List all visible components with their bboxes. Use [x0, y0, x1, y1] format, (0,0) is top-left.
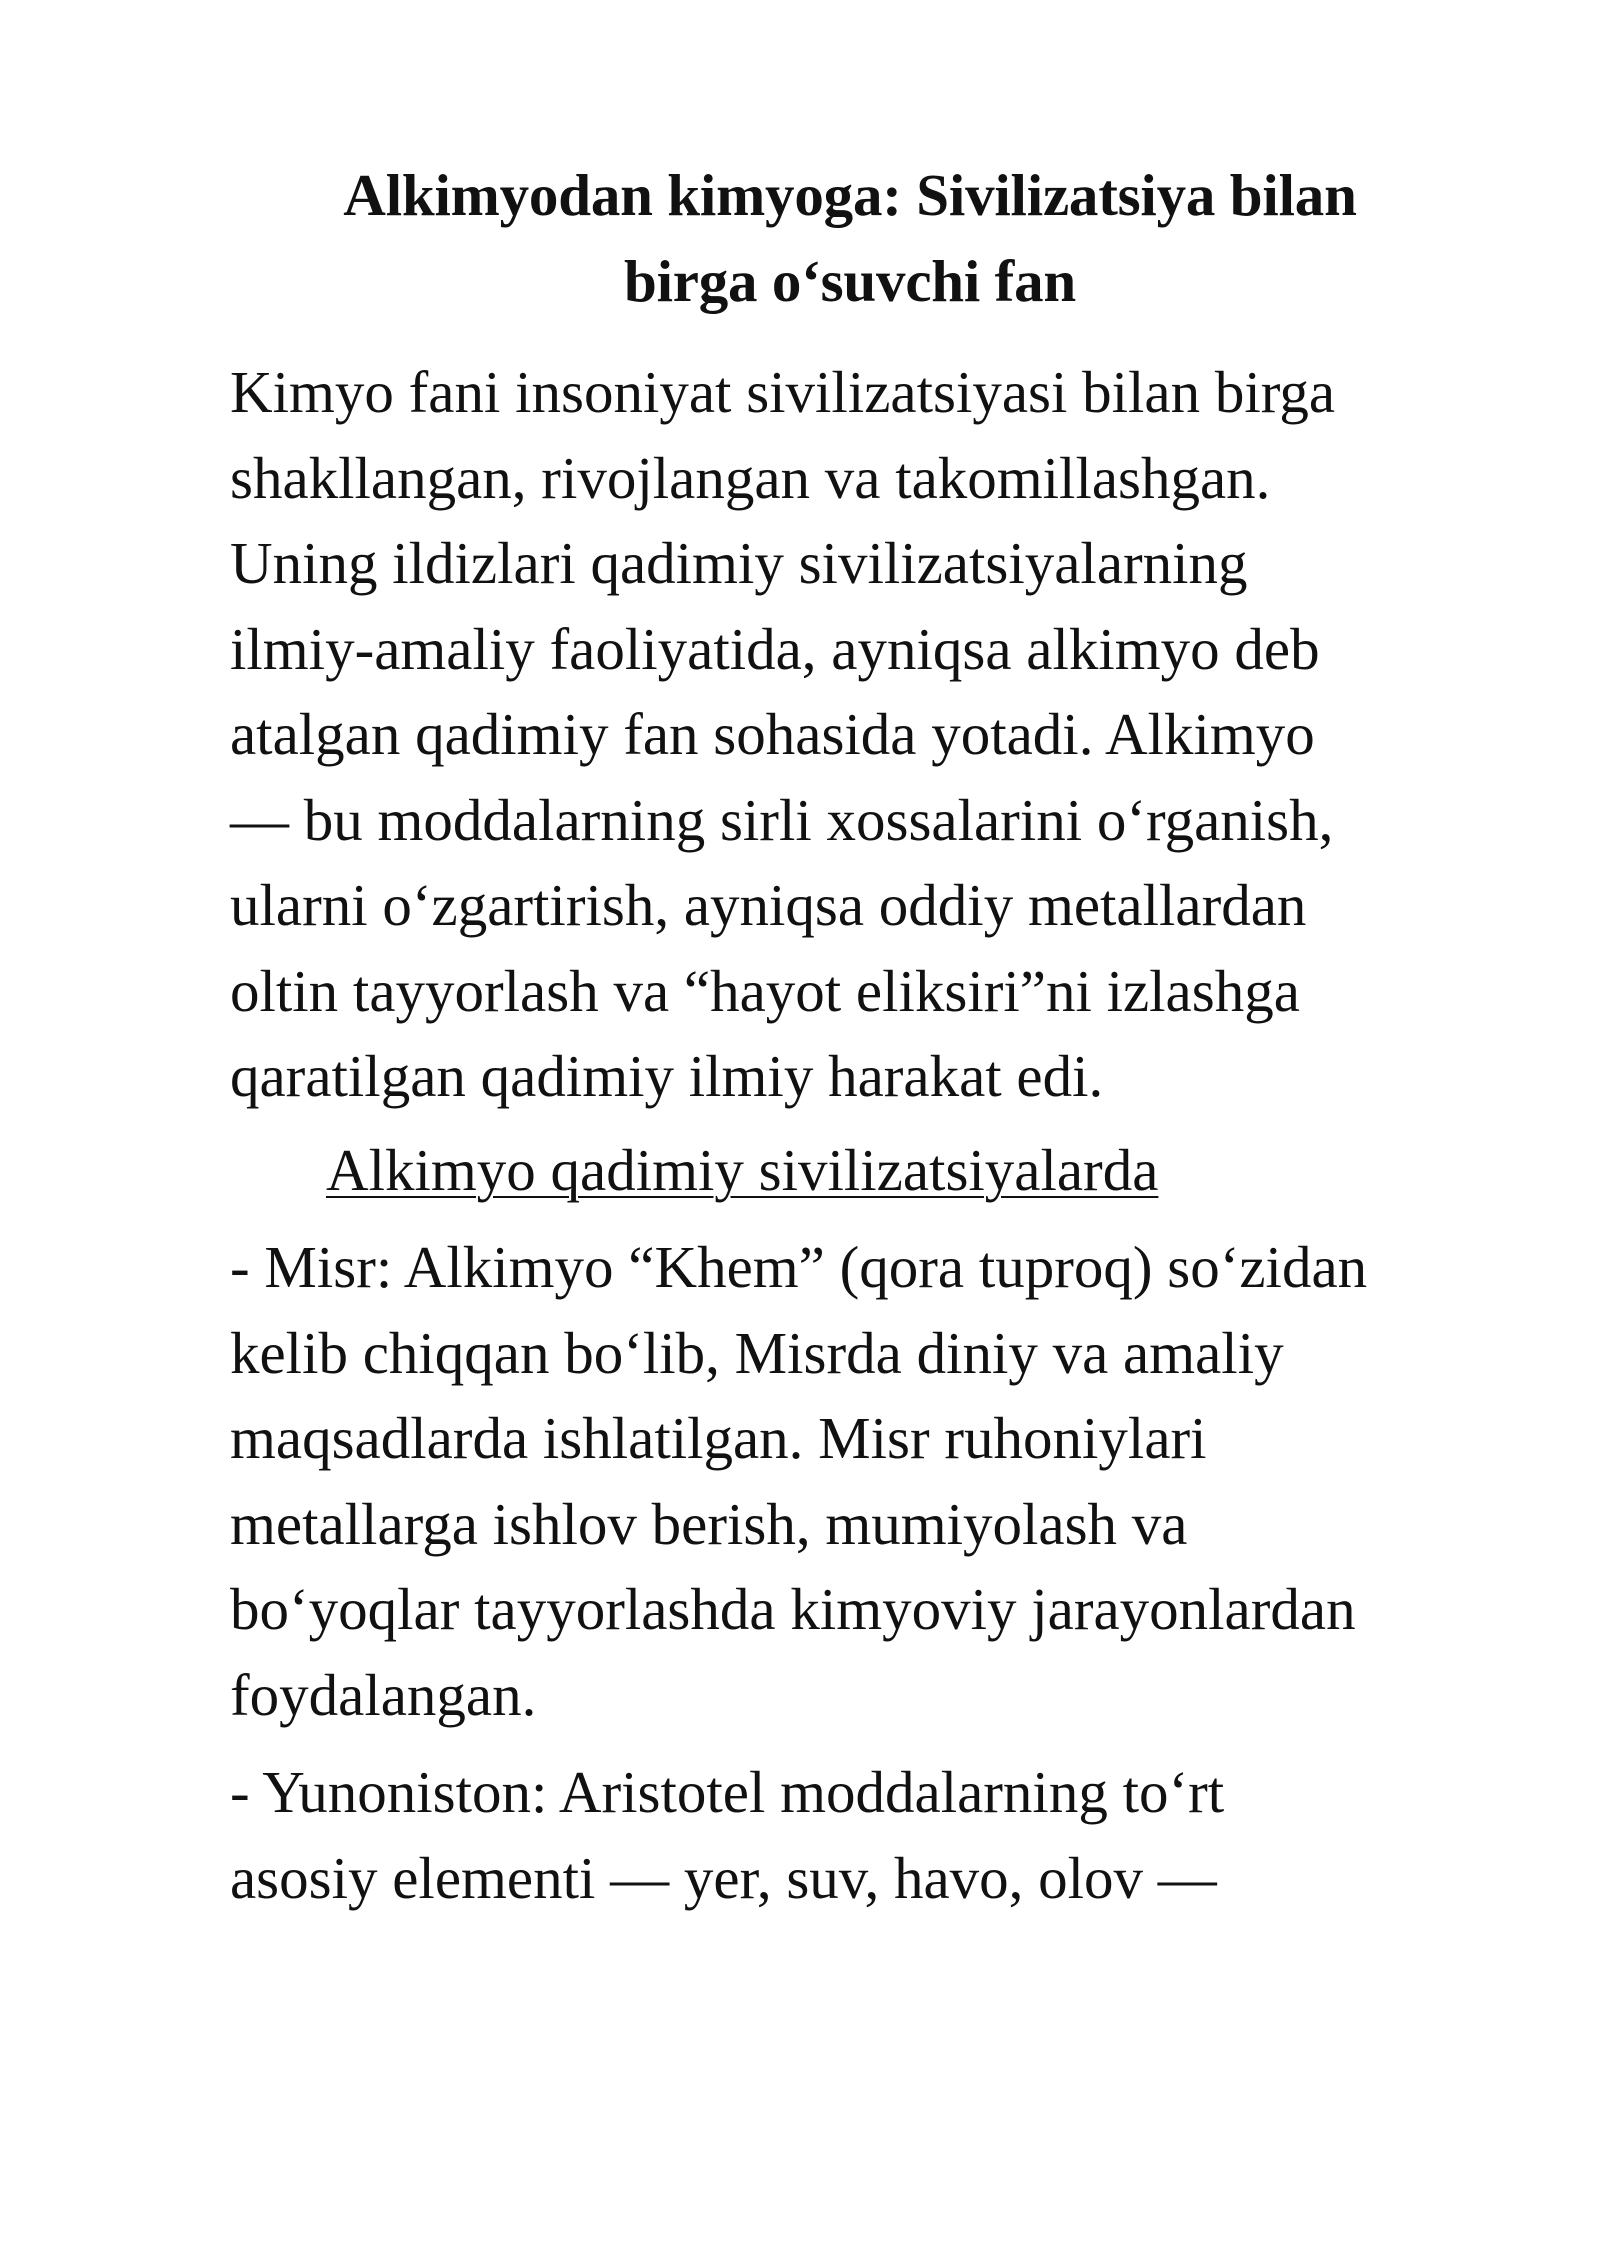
- text-line: metallarga ishlov berish, mumiyolash va: [230, 1490, 1188, 1557]
- text-line: oltin tayyorlash va “hayot eliksiri”ni izlashga: [230, 957, 1300, 1024]
- text-line: Kimyo fani insoniyat sivilizatsiyasi bilan birga: [230, 359, 1336, 425]
- text-line: foydalangan.: [230, 1661, 537, 1728]
- text-line: bo‘yoqlar tayyorlashda kimyoviy jarayonlardan: [230, 1576, 1356, 1642]
- text-line: atalgan qadimiy fan sohasida yotadi. Alkimyo: [230, 701, 1315, 767]
- document-title: [230, 152, 1470, 324]
- text-line: kelib chiqqan bo‘lib, Misrda diniy va amaliy: [230, 1319, 1284, 1386]
- text-line: — bu moddalarning sirli xossalarini o‘rganish,: [230, 786, 1334, 853]
- greece-paragraph: [230, 1750, 1500, 1921]
- text-line: qaratilgan qadimiy ilmiy harakat edi.: [230, 1043, 1104, 1109]
- text-line: - Misr: Alkimyo “Khem” (qora tuproq) so‘zidan: [230, 1234, 1368, 1300]
- document-body: [230, 350, 1500, 1921]
- text-line: asosiy elementi — yer, suv, havo, olov —: [230, 1844, 1217, 1911]
- text-line: maqsadlarda ishlatilgan. Misr ruhoniylari: [230, 1405, 1207, 1471]
- text-line: Uning ildizlari qadimiy sivilizatsiyalarning: [230, 530, 1248, 596]
- text-line: ilmiy-amaliy faoliyatida, ayniqsa alkimyo deb: [230, 615, 1320, 682]
- title-line: Alkimyodan kimyoga: Sivilizatsiya bilan: [343, 162, 1357, 228]
- section-subheading: Alkimyo qadimiy sivilizatsiyalarda: [326, 1136, 1159, 1203]
- intro-paragraph: [230, 350, 1500, 1120]
- text-line: ularni o‘zgartirish, ayniqsa oddiy metallardan: [230, 872, 1307, 938]
- title-line: birga o‘suvchi fan: [623, 248, 1077, 314]
- text-line: - Yunoniston: Aristotel moddalarning to‘rt: [230, 1759, 1225, 1825]
- text-line: shakllangan, rivojlangan va takomillashgan.: [230, 444, 1271, 511]
- egypt-paragraph: [230, 1225, 1500, 1738]
